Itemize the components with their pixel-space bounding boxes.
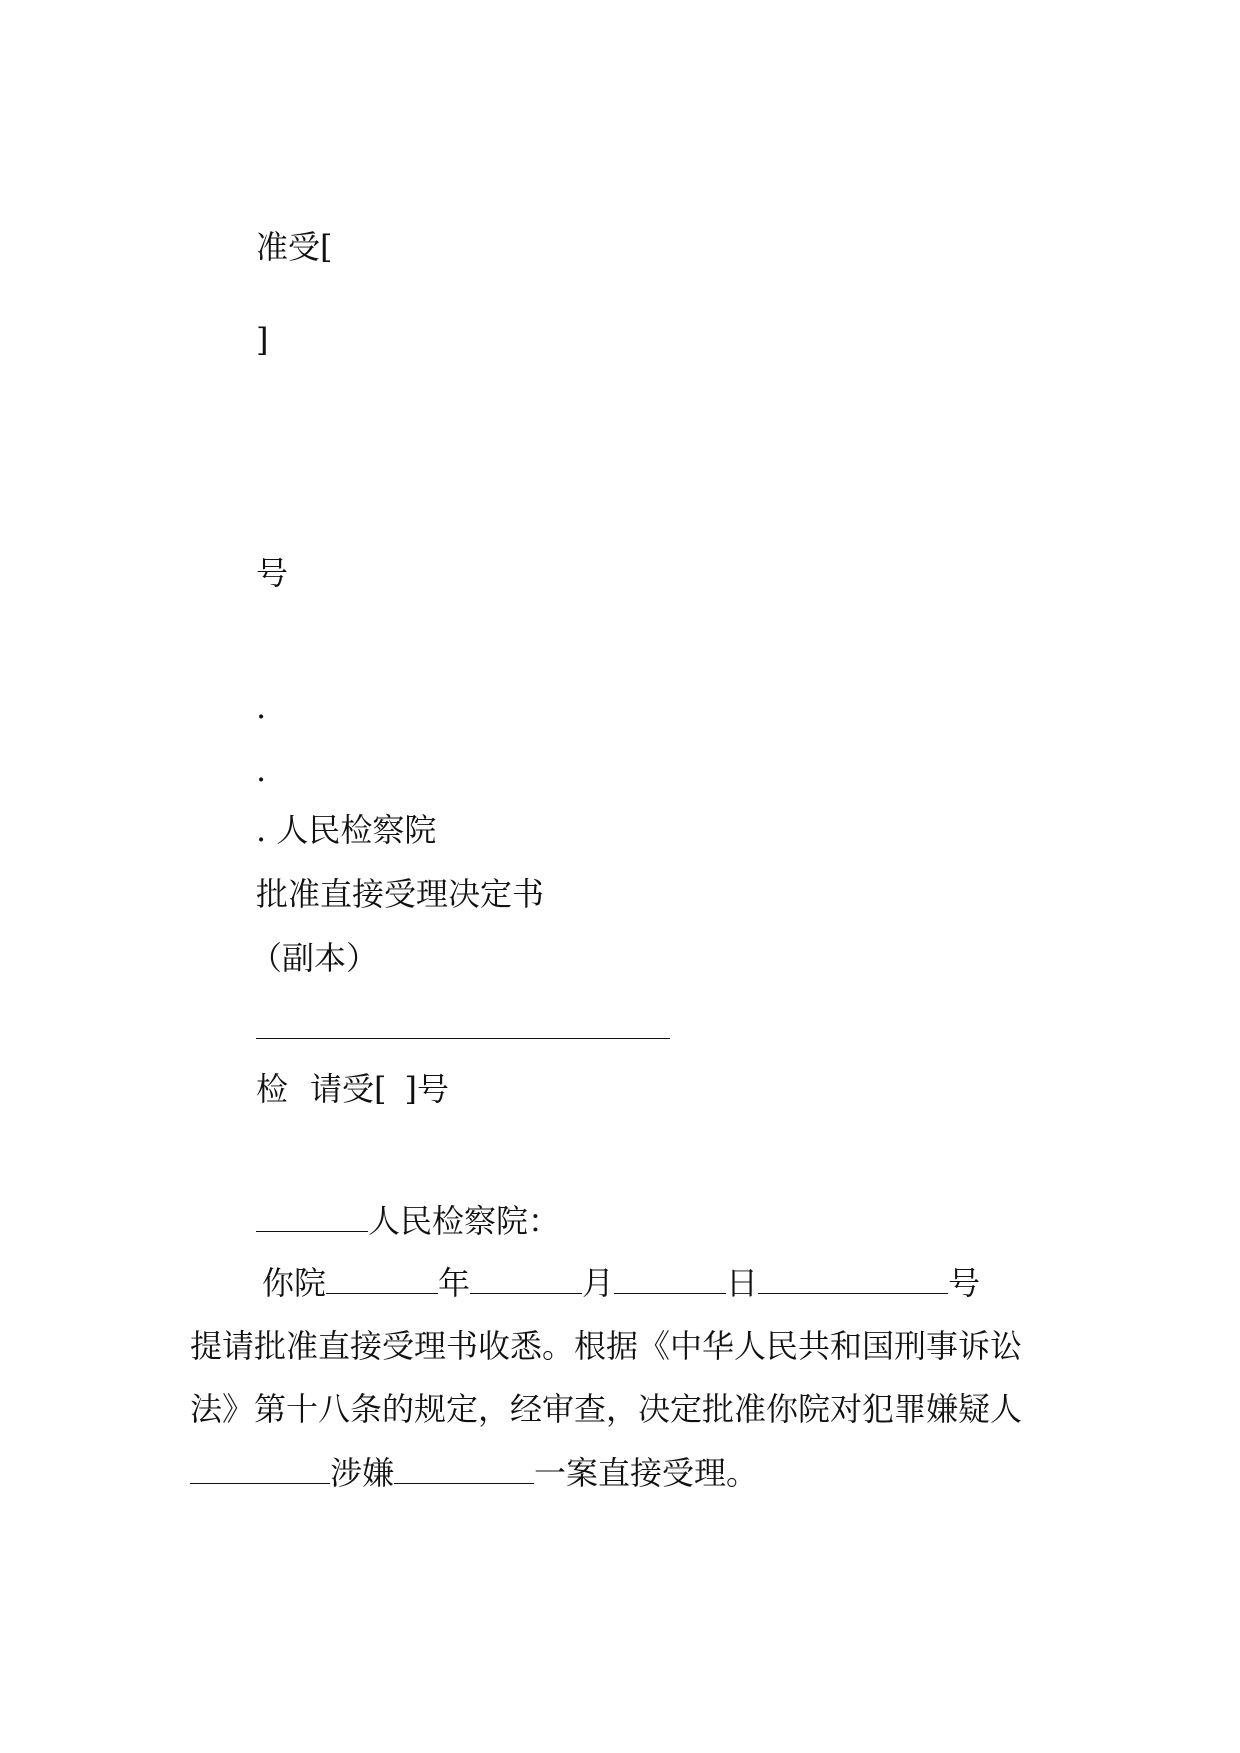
addressee-line (256, 1201, 560, 1241)
header-dot-1: . (256, 688, 267, 726)
blank-field (394, 1453, 534, 1484)
paragraph-line-4 (190, 1453, 1050, 1493)
blank-field (470, 1263, 582, 1294)
paragraph-text: 你院 (262, 1264, 327, 1302)
doc-number-middle: 请受[ (310, 1070, 387, 1108)
paragraph-text: 涉嫌 (330, 1454, 395, 1492)
paragraph-text: 一案直接受理。 (534, 1454, 759, 1492)
paragraph-text: 号 (948, 1264, 981, 1302)
document-title: 批准直接受理决定书 (256, 875, 545, 913)
blank-field (256, 1201, 368, 1232)
paragraph-text: 日 (726, 1264, 759, 1302)
header-dot-2: . (256, 751, 267, 789)
paragraph-line-1 (262, 1263, 1052, 1303)
document-number (256, 1069, 449, 1109)
blank-field (758, 1263, 948, 1294)
header-fragment-1: 准受[ (256, 228, 333, 266)
doc-number-prefix: 检 (256, 1070, 289, 1108)
header-fragment-3: 号 (256, 554, 289, 592)
procuratorate-name: . 人民检察院 (256, 811, 437, 849)
doc-number-suffix: ]号 (404, 1070, 450, 1108)
blank-field (614, 1263, 726, 1294)
header-fragment-2: ] (256, 321, 269, 359)
separator-line (256, 1038, 670, 1039)
paragraph-line-2: 提请批准直接受理书收悉。根据《中华人民共和国刑事诉讼 (190, 1327, 1023, 1365)
copy-note: （副本） (250, 939, 379, 977)
paragraph-line-3: 法》第十八条的规定，经审查，决定批准你院对犯罪嫌疑人 (190, 1390, 1023, 1428)
paragraph-text: 年 (438, 1264, 471, 1302)
blank-field (190, 1453, 330, 1484)
addressee-text: 人民检察院： (368, 1202, 561, 1240)
paragraph-text: 月 (582, 1264, 615, 1302)
blank-field (326, 1263, 438, 1294)
